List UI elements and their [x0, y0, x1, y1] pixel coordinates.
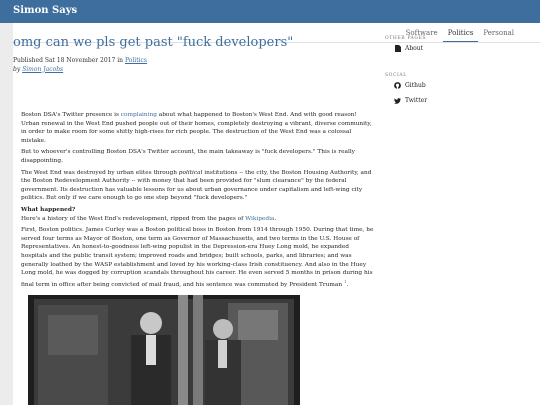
photo-image — [28, 295, 300, 405]
paragraph — [21, 226, 376, 289]
post-title: omg can we pls get past "fuck developers" — [13, 35, 294, 50]
about-label: About — [405, 45, 424, 52]
nav-politics[interactable]: Politics — [443, 26, 479, 43]
by-label: by — [13, 65, 21, 73]
category-link[interactable]: Politics — [124, 57, 147, 64]
text: . — [346, 281, 349, 288]
heading-text: What happened? — [21, 206, 76, 213]
site-title[interactable]: Simon Says — [13, 5, 78, 16]
sidebar-twitter-link[interactable] — [393, 96, 515, 105]
complaining-link[interactable]: complaining — [120, 112, 157, 118]
other-pages-heading: OTHER PAGES — [385, 36, 427, 41]
github-icon — [393, 82, 402, 89]
sidebar — [385, 36, 515, 111]
twitter-icon — [393, 98, 402, 104]
paragraph — [21, 215, 376, 224]
author-link[interactable]: Simon Jacobs — [22, 65, 64, 73]
sidebar-github-link[interactable] — [393, 81, 515, 90]
in-label: in — [117, 57, 124, 64]
text: Boston DSA's Twitter presence is — [21, 112, 121, 118]
twitter-label: Twitter — [405, 97, 428, 104]
site-header — [0, 0, 540, 23]
text: about what happened to Boston's West End. And with good reason! Urban renewal in the West End pushed people out of their homes, completely destroying a vibrant, diverse community, in order to make room for some shitty high-rises for rich people. The destruction of the West End was a colossal mistake. — [21, 112, 372, 144]
text: First, Boston politics. James Curley was a Boston political boss in Boston from 1914 through 1950. During that time, he served four terms as Mayor of Boston, one term as Governor of Massachusetts, and two terms in the U.S. House of Representatives. An honest-to-goodness left-wing populist in the Depression-era Huey Long mold, he expanded hospitals and the public transit system; improved roads and bridges; built schools, parks, and libraries; and was generally loathed by the WASP establishment and loved by his working-class Irish constituency. And also in the Huey Long mold, he was dogged by corruption scandals throughout his career. He even served 5 months in prison during his final term in office after being convicted of mail fraud, and his sentence was commuted by President Truman — [21, 227, 374, 288]
paragraph — [21, 169, 376, 203]
post-date: Sat 18 November 2017 — [44, 57, 116, 64]
paragraph — [21, 111, 376, 145]
section-heading — [21, 206, 376, 215]
footnote-link[interactable]: 1 — [343, 278, 347, 284]
historical-photo — [28, 295, 300, 405]
post-byline — [13, 57, 147, 74]
post-body — [21, 111, 376, 292]
text: Here's a history of the West End's redevelopment, ripped from the pages of — [21, 215, 246, 222]
social-heading: SOCIAL — [385, 73, 407, 78]
wikipedia-link[interactable]: Wikipedia — [245, 215, 275, 222]
nav-personal[interactable]: Personal — [483, 29, 514, 37]
post-author-line — [13, 66, 147, 75]
text: institutions -- the city, the Boston Housing Authority, and the Boston Redevelopment Authority -- with money that had been provided for "slum clearance" by the federal government. Its destruction has valuable lessons for us about urban governance under capitalism and left-wing city politics. But only if we care enough to go one step beyond "fuck developers." — [21, 169, 372, 202]
published-label: Published — [13, 57, 43, 64]
paragraph: But to whoever's controlling Boston DSA's Twitter account, the main takeaway is "fuck developers." This is really disappointing. — [21, 149, 355, 164]
page-icon — [393, 45, 402, 52]
emphasis: political — [178, 169, 203, 176]
post-date-line — [13, 57, 147, 66]
text: The West End was destroyed by urban elites through — [21, 169, 179, 176]
nav-software[interactable]: Software — [405, 29, 438, 37]
text: . — [274, 215, 277, 222]
github-label: Github — [405, 82, 426, 89]
sidebar-about-link[interactable] — [393, 44, 515, 53]
